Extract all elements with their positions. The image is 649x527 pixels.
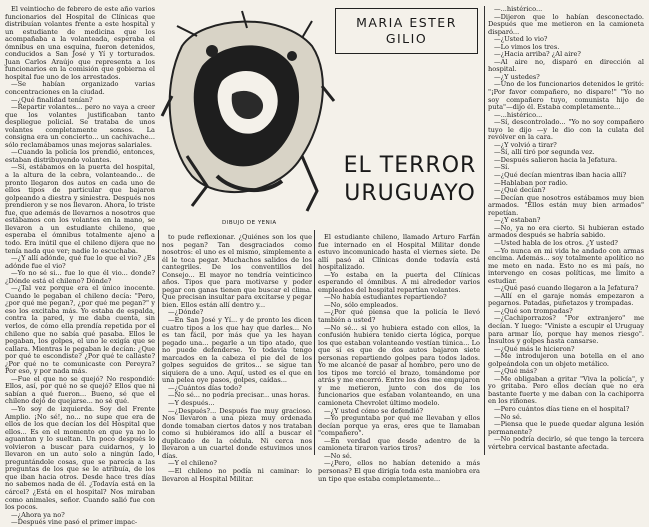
paragraph: —Dijeron que lo habían desconectado. Después que me metieron en la camioneta disparó...: [488, 12, 644, 36]
paragraph: —Después salieron hacia la Jefatura.: [494, 155, 618, 164]
paragraph: —No, ya no era cierto. Si hubieran estado armados después se habría sabido.: [488, 223, 644, 240]
paragraph: —Hablaban por radio.: [494, 178, 568, 187]
paragraph: —¿Cachiporrazos? "Por extranjero" me decían. Y luego: "Viniste a escupir el Uruguay para armar lío, porque hay menos riesgo". Insultos y golpes hasta cansarse.: [488, 314, 644, 346]
paragraph: —Sí, descontrolado... "Yo no soy compañero tuyo le dijo —y le dio con la culata del revólver en la cara.: [488, 118, 644, 142]
paragraph: —¿Qué son trompadas?: [494, 306, 573, 315]
paragraph: —Se habían organizado varias concentraciones en la ciudad.: [5, 80, 155, 97]
paragraph: —Piensa que le puede quedar alguna lesión permanente?: [488, 420, 644, 436]
paragraph: —¿Pero, ellos no habían detenido a más personas? El que dirigía toda esta maniobra era un tipo que estaba completamente...: [318, 459, 480, 483]
paragraph: —No había estudiantes repartiendo?: [324, 293, 447, 302]
paragraph: —¿Y estaban?: [494, 216, 541, 225]
paragraph: —En San José y Yí... y de pronto les dicen cuatro tipos a los que hay que darles... No es tan fácil, por más que ya les hayan pegado una... pegarle a un tipo atado, que no puede defenderse. Yo todavía tengo marcados en la cabeza el pie del de los golpes seguidos de gritos... se sigue tan siquiera de a uno. Aquí, usted es el que en una pelea oye pasos, golpes, caídas...: [162, 316, 312, 385]
paragraph: —Decían que nosotros estábamos muy bien armados. "Ellos están muy bien armados" repetían.: [488, 193, 644, 217]
paragraph: —¿Qué pasó cuando llegaron a la Jefatura?: [494, 284, 639, 293]
paragraph: —No sé.: [324, 451, 352, 460]
paragraph: —Fue el que no se quejó? No respondió: Ellos, así, por qué no se quejó? Ellos que ni sabían a qué fueron... Bueno, sé que el chileno dejó de quejarse... no sé qué.: [5, 374, 155, 406]
paragraph: —No sé... si yo hubiera estado con ellos, la confusión hubiera tenido cierta lógica, porque los que estaban volanteando vestían túnica... Lo que sí es que de dos autos bajaron siete personas repartiendo golpes para todos lados. Yo me alcancé de pasar al hombro, pero uno de los tipos me torció el brazo, tomándome por atrás y me encerró. Entre los dos me empujaron y me metieron, junto con dos de los funcionarios que estaban volanteando, en una camioneta Chevrolet último modelo.: [318, 323, 480, 408]
paragraph: —No sé... no podría precisar... unas horas.: [168, 391, 310, 400]
paragraph: —...histérico...: [494, 110, 543, 119]
paragraph: —No, sólo empleados.: [324, 300, 399, 309]
paragraph: El estudiante chileno, llamado Arturo Farfán fue internado en el Hospital Militar donde estuvo incomunicado hasta el viernes siete. De allí pasó al Clínicas donde todavía está hospitalizado.: [318, 233, 480, 272]
article-column-2: [162, 233, 312, 483]
paragraph: —¿Qué más le hicieron?: [494, 344, 575, 353]
paragraph: —Lo vimos los tres.: [494, 42, 560, 51]
paragraph: —Sí, allí tiró por segunda vez.: [494, 148, 595, 157]
paragraph: —Repartir volantes... pero no vaya a creer que los volantes justificaban tanto despliegue policial. Se trataba de unos volantes completamente sonsos. La consigna era un concierto... un cachivache... sólo reclamábamos unas mejoras salariales.: [5, 103, 155, 149]
illustration-caption: DIBUJO DE YENIA: [222, 220, 277, 226]
column-divider: [484, 6, 485, 455]
paragraph: —Yo estaba en la puerta del Clínicas esperando el ómnibus. A mi alrededor varios empleados del hospital repartían volantes.: [318, 270, 480, 294]
paragraph: —Yo no sé si... fue lo que él vio... donde? ¿Dónde está el chileno? Dónde?: [5, 269, 155, 285]
paragraph: —Yo soy de izquierda. Soy del Frente Amplio. ¡No sé!, no... no supe que era de ellos de los que decían los del Hospital que ellos... Es en el momento en que ya no lo aguantan y lo sueltan. Un poco después lo volvieron a buscar para cuidarnos, y lo llevaron en un auto solo a ningún lado, preguntándole cosas, que se parecía a las preguntas de los que se le atribuía, de los que iban hacia otros. Desde hace tres días no sabemos nada de él. ¿Todavía está en la cárcel? ¿Está en el hospital? Nos miraban como animales, señor. Cuando salió fue con los pocos.: [5, 404, 155, 512]
paragraph: —El chileno no podía ni caminar: lo llevaron al Hospital Militar.: [162, 466, 312, 483]
paragraph: —¿Y usted cómo se defendió?: [324, 406, 423, 415]
paragraph: —En verdad que desde adentro de la camioneta tiraron varios tiros?: [318, 436, 480, 453]
author-name: MARIA ESTER GILIO: [356, 15, 457, 46]
paragraph: —¿Dónde?: [168, 308, 204, 317]
terror-illustration: [162, 6, 334, 218]
paragraph: —Sí.: [494, 163, 510, 172]
paragraph: —¿Y allí adónde, qué fue lo que el vio? ¿Es adónde fue el vio?: [5, 254, 155, 270]
paragraph: —¿Tal vez porque era el único inocente. Cuando le pegaban el chileno decía: "Pero, ¿por qué me pegan?, ¿por qué me pegan?" y eso los excitaba más. Yo estaba de espalda, contra la pared, y me daba cuenta, sin verlos, de cómo ella prendía repetida por el chileno que no sabía qué pasaba. Ellos le pegaban, los golpes, el uno le exigía que se callara. Mientras le pegaban le decían: ¿Que por qué te escondiste? ¿Por qué te callaste? ¿Por qué no te comunicaste con Pereyra? Por eso, y por nada más.: [5, 284, 155, 376]
paragraph: —Me obligaban a gritar "Viva la policía", y yo gritaba. Pero ellos decían que no era bastante fuerte y me daban con la cachiporra en los riñones.: [488, 374, 644, 406]
article-column-3: [318, 233, 480, 483]
paragraph: —Yo preguntaba por qué me llevaban y ellos decían porque ya eras, eres que te llamaban "compañero".: [318, 414, 480, 438]
paragraph: —¿Qué decían?: [494, 186, 546, 195]
column-divider: [314, 230, 315, 455]
paragraph: —No podría decirlo, sé que tengo la tercera vértebra cervical bastante afectada.: [488, 435, 644, 451]
paragraph: —Y el chileno?: [168, 459, 217, 468]
paragraph: —Usted habla de los otros. ¿Y usted?: [494, 238, 618, 247]
paragraph: —Cuando la policía los prendió, entonces, estaban distribuyendo volantes.: [5, 148, 155, 164]
paragraph: —Sí, estábamos en la puerta del hospital, a la altura de la cebra, volanteando... de pronto llegaron dos autos en cada uno de ellos tipos de particular que bajaron golpeando a diestra y siniestra. Después nos prendieron y se nos llevaron. Ahora, lo triste fue, que además de llevarnos a nosotros que estábamos con los volantes en la mano, se llevaron a un estudiante chileno, que esperaba el ómnibus totalmente ajeno a todo. Era inútil que el chileno dijera que no tenía nada que ver; nadie lo escuchaba.: [5, 163, 155, 255]
article-headline: EL TERROR URUGUAYO: [343, 153, 477, 206]
article-column-4: [488, 6, 644, 454]
paragraph: —¿Qué más?: [494, 367, 537, 376]
paragraph: —Uno de los funcionarios detenidos le gritó: "¡Por favor compañero, no dispare!" "Yo no soy compañero tuyo, comunista hijo de puta"—dijo él. Estaba completamente...: [488, 80, 644, 112]
paragraph: —Me introdujeron una botella en el ano golpeándola con un objeto metálico.: [488, 352, 644, 368]
paragraph: —Pero cuántos días tiene en el hospital?: [494, 404, 630, 413]
paragraph: —Al aire no, disparó en dirección al hospital.: [488, 57, 644, 74]
paragraph: —¿Qué decían mientras iban hacia allí?: [494, 171, 627, 180]
paragraph: —¿Qué finalidad tenían?: [11, 95, 93, 104]
paragraph: —¿Por qué piensa que la policía le llevó también a usted?: [318, 308, 480, 325]
paragraph: —Yo nunca en mi vida he andado con armas encima. Además... soy totalmente apolítico no me meto en nada. Esto no es mi país, no intervengo en cosas políticas, me limito a estudiar.: [488, 246, 644, 285]
paragraph: —Después vine pasó el primer impac-: [11, 518, 138, 527]
paragraph: —¿Ahora ya no?: [11, 510, 65, 519]
paragraph: —...histérico...: [494, 5, 543, 13]
column-divider: [158, 230, 159, 455]
paragraph: —Allí en el garaje nomás empezaron a pegarnos. Patadas, puñetazos y trompadas.: [488, 291, 644, 308]
paragraph: —¿Y ustedes?: [494, 72, 540, 81]
paragraph: —Y después...: [168, 399, 215, 408]
paragraph: —¿Después?... Después fue muy gracioso. Nos llevaron a una pieza muy ordenada donde tomaban ciertos datos y nos trataban como si hubiéramos ido allí a buscar el duplicado de la cédula. Ni cerca nos llevaron a un cuartel donde estuvimos unos días.: [162, 406, 312, 460]
paragraph: —No sé.: [494, 412, 522, 421]
article-column-1: [5, 5, 155, 527]
paragraph: —¿Usted lo vio?: [494, 35, 548, 44]
paragraph: to pude reflexionar. ¿Quiénes son los que nos pegan? Tan desgraciados como nosotros: el uno es el mismo, simplemente a él le toca pegar. Muchachos salidos de los cantegriles. De los conventillos del Consejo... El mayor no tendría veinticinco años. Tipos que para motivarse y poder pegar con ganas tienen que buscar el clima. Que precisan insultar para excitarse y pegar bien. Ellos están allí dentro y...: [162, 233, 312, 309]
author-box: [335, 8, 478, 54]
paragraph: —¿Y volvió a tirar?: [494, 140, 557, 149]
paragraph: —¿Cuántos días todo?: [168, 383, 242, 392]
paragraph: —¿Hacia arriba? ¿Al aire?: [494, 50, 581, 59]
paragraph: El veintiocho de febrero de este año varios funcionarios del Hospital de Clínicas que distribuían volantes frente a este hospital y un estudiante de medicina que los acompañaba a la volanteada, esperaba el ómnibus en una esquina, fueron detenidos, conducidos a San José y Yí y torturados. Juan Carlos Araújo que representa a los funcionarios en la comisión que gobierna el hospital fue uno de los arrestados.: [5, 5, 155, 81]
